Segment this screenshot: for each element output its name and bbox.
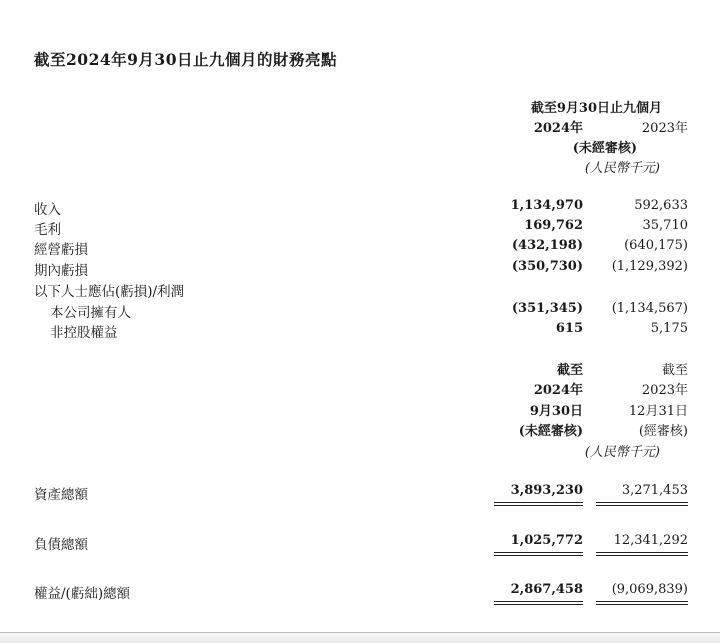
rule-assets-2024-b [494, 505, 583, 506]
gross-profit-2023: 35,710 [642, 218, 688, 233]
period-header: 截至9月30日止九個月 [530, 101, 662, 116]
bs-col1-year: 2024年 [533, 383, 583, 398]
total-assets-2024: 3,893,230 [510, 483, 583, 498]
bs-col1-as-at: 截至 [556, 363, 583, 378]
row-label-period-loss: 期內虧損 [34, 263, 88, 279]
bs-col2-date: 12月31日 [628, 404, 688, 419]
bs-currency-header: (人民幣千元) [584, 445, 660, 460]
rule-equity-2023-b [596, 604, 688, 605]
period-loss-2023: (1,129,392) [611, 259, 688, 274]
row-label-revenue: 收入 [34, 202, 61, 218]
bs-col2-year: 2023年 [641, 383, 688, 398]
row-label-total-assets: 資產總額 [34, 487, 88, 503]
currency-header: (人民幣千元) [584, 161, 660, 176]
page-title: 截至2024年9月30日止九個月的財務亮點 [34, 50, 337, 69]
total-liabilities-2024: 1,025,772 [510, 533, 583, 548]
rule-assets-2024-a [494, 502, 583, 503]
unaudited-header: (未經審核) [572, 141, 637, 156]
rule-liabilities-2024-b [494, 555, 583, 556]
total-equity-2024: 2,867,458 [510, 582, 583, 597]
total-liabilities-2023: 12,341,292 [613, 533, 688, 548]
rule-equity-2024-a [494, 601, 583, 602]
revenue-2024: 1,134,970 [510, 198, 583, 213]
non-controlling-2023: 5,175 [650, 321, 688, 336]
bottom-edge [0, 632, 720, 643]
row-label-total-equity: 權益/(虧絀)總額 [34, 586, 131, 602]
rule-liabilities-2023-a [596, 552, 688, 553]
operating-loss-2024: (432,198) [511, 238, 583, 253]
bs-col1-date: 9月30日 [529, 404, 583, 419]
revenue-2023: 592,633 [634, 198, 688, 213]
bs-col1-audit: (未經審核) [518, 424, 583, 439]
bs-col2-as-at: 截至 [661, 363, 688, 378]
row-label-non-controlling: 非控股權益 [50, 325, 118, 341]
non-controlling-2024: 615 [555, 321, 583, 336]
row-label-attributable: 以下人士應佔(虧損)/利潤 [34, 284, 185, 300]
year-2024-header: 2024年 [533, 121, 583, 136]
rule-assets-2023-a [596, 502, 688, 503]
total-assets-2023: 3,271,453 [621, 483, 688, 498]
row-label-gross-profit: 毛利 [34, 222, 61, 238]
operating-loss-2023: (640,175) [624, 238, 688, 253]
bs-col2-audit: (經審核) [638, 424, 688, 439]
gross-profit-2024: 169,762 [524, 218, 583, 233]
year-2023-header: 2023年 [641, 121, 688, 136]
rule-liabilities-2024-a [494, 552, 583, 553]
rule-equity-2024-b [494, 604, 583, 605]
rule-assets-2023-b [596, 505, 688, 506]
row-label-owners: 本公司擁有人 [50, 305, 131, 321]
rule-liabilities-2023-b [596, 555, 688, 556]
owners-2024: (351,345) [511, 301, 583, 316]
row-label-operating-loss: 經營虧損 [34, 242, 88, 258]
period-loss-2024: (350,730) [511, 259, 583, 274]
total-equity-2023: (9,069,839) [611, 582, 688, 597]
row-label-total-liabilities: 負債總額 [34, 537, 88, 553]
owners-2023: (1,134,567) [611, 301, 688, 316]
rule-equity-2023-a [596, 601, 688, 602]
